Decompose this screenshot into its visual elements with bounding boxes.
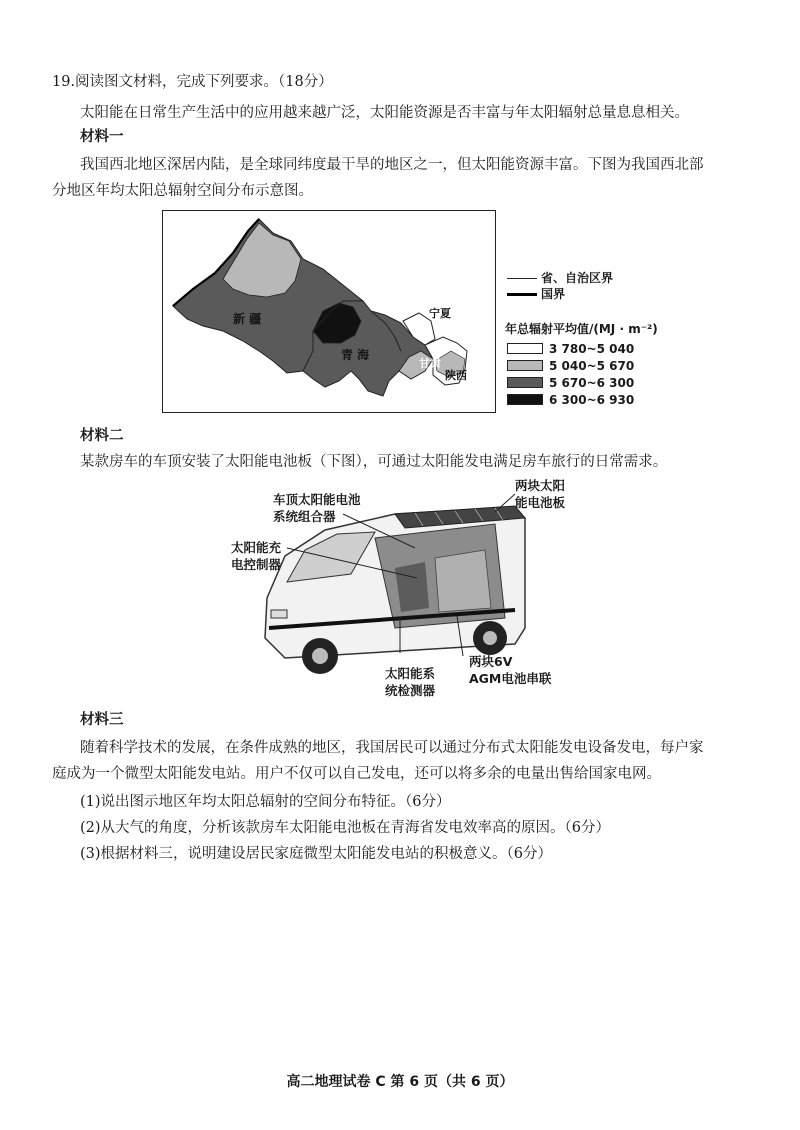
label-controller-2: 电控制器 (231, 557, 282, 572)
label-panels-1: 两块太阳 (515, 478, 566, 493)
material1-line1: 我国西北地区深居内陆，是全球同纬度最干旱的地区之一，但太阳能资源丰富。下图为我国西北部 (80, 157, 704, 173)
material2-line1: 某款房车的车顶安装了太阳能电池板（下图），可通过太阳能发电满足房车旅行的日常需求。 (80, 454, 668, 470)
material3-line1: 随着科学技术的发展，在条件成熟的地区，我国居民可以通过分布式太阳能发电设备发电，每户家 (80, 740, 704, 756)
legend-swatch-3 (507, 377, 543, 388)
label-monitor-2: 统检测器 (385, 683, 436, 698)
radiation-map-svg (163, 211, 494, 411)
task-1: (1)说出图示地区年均太阳总辐射的空间分布特征。（6分） (80, 794, 451, 810)
material1-line2: 分地区年均太阳总辐射空间分布示意图。 (52, 183, 313, 199)
map-legend (505, 270, 705, 408)
legend-range-1: 3 780~5 040 (549, 342, 635, 356)
material1-title: 材料一 (80, 129, 124, 145)
legend-national-line (505, 286, 705, 302)
interior-cabinet (435, 550, 491, 612)
radiation-map (162, 210, 496, 413)
label-roof-combiner-2: 系统组合器 (273, 509, 336, 524)
label-shaanxi: 陕西 (445, 369, 467, 382)
label-panels-2: 能电池板 (515, 495, 566, 510)
legend-class-2 (505, 358, 705, 374)
label-roof-combiner-1: 车顶太阳能电池 (273, 492, 361, 507)
legend-swatch-2 (507, 360, 543, 371)
legend-title: 年总辐射平均值/(MJ · m⁻²) (505, 322, 658, 336)
interior-seat (395, 562, 429, 612)
material3-title: 材料三 (80, 712, 124, 728)
material2-title: 材料二 (80, 428, 124, 444)
region-dark (173, 219, 433, 396)
label-ningxia: 宁夏 (429, 307, 451, 320)
legend-class-4 (505, 392, 705, 408)
legend-province-line (505, 270, 705, 286)
task-2: (2)从大气的角度，分析该款房车太阳能电池板在青海省发电效率高的原因。（6分） (80, 820, 611, 836)
task-3: (3)根据材料三，说明建设居民家庭微型太阳能发电站的积极意义。（6分） (80, 846, 553, 862)
region-light-north (223, 223, 301, 297)
label-monitor-1: 太阳能系 (385, 666, 436, 681)
label-gansu: 甘肃 (419, 357, 441, 370)
page-footer: 高二地理试卷 C 第 6 页（共 6 页） (286, 1074, 514, 1090)
question-intro: 太阳能在日常生产生活中的应用越来越广泛，太阳能资源是否丰富与年太阳辐射总量息息相关。 (80, 105, 689, 121)
rv-illustration (225, 478, 580, 700)
national-line-icon (507, 293, 537, 296)
label-battery-1: 两块6V (469, 654, 513, 669)
legend-province-label: 省、自治区界 (541, 271, 614, 285)
van-headlight (271, 610, 287, 618)
legend-swatch-1 (507, 343, 543, 354)
label-xinjiang: 新 疆 (233, 312, 262, 326)
legend-range-2: 5 040~5 670 (549, 359, 635, 373)
legend-range-3: 5 670~6 300 (549, 376, 635, 390)
legend-class-1 (505, 341, 705, 357)
label-battery-2: AGM电池串联 (469, 671, 552, 686)
legend-national-label: 国界 (541, 287, 566, 301)
label-controller-1: 太阳能充 (231, 540, 282, 555)
label-qinghai: 青 海 (341, 348, 370, 362)
legend-swatch-4 (507, 394, 543, 405)
province-line-icon (507, 278, 537, 279)
legend-class-3 (505, 375, 705, 391)
question-header: 19.阅读图文材料，完成下列要求。（18分） (52, 74, 333, 90)
legend-range-4: 6 300~6 930 (549, 393, 635, 407)
material3-line2: 庭成为一个微型太阳能发电站。用户不仅可以自己发电，还可以将多余的电量出售给国家电网。 (52, 766, 661, 782)
